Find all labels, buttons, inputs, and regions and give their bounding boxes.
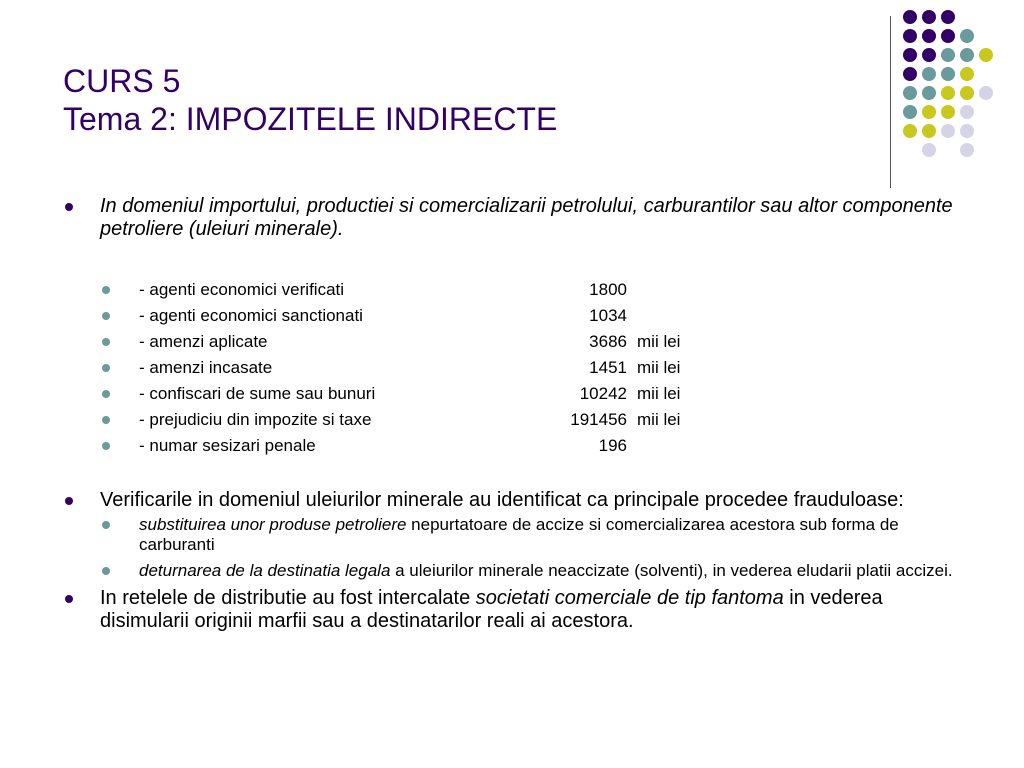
stat-label: - amenzi incasate (139, 358, 273, 377)
stat-label: - amenzi aplicate (139, 332, 268, 351)
decorative-dot (941, 48, 955, 62)
decorative-dot (922, 10, 936, 24)
decorative-dot (960, 105, 974, 119)
oils-sub-text: a uleiurilor minerale neaccizate (solventi), in vederea eludarii platii accizei. (390, 561, 953, 580)
decorative-dot (941, 67, 955, 81)
decorative-dot (941, 86, 955, 100)
decorative-dot (960, 29, 974, 43)
decorative-dot (960, 48, 974, 62)
stat-value: 196 (598, 436, 627, 455)
stat-label: - confiscari de sume sau bunuri (139, 384, 376, 403)
network-text-pre: In retelele de distributie au fost intercalate (100, 587, 476, 609)
oils-sub-item (62, 561, 972, 581)
title-line-2: Tema 2: IMPOZITELE INDIRECTE (63, 101, 558, 137)
network-emphasis: societati comerciale de tip fantoma (475, 587, 784, 609)
stat-item (62, 277, 972, 303)
import-intro-text: In domeniul importului, productiei si comercializarii petrolului, carburantilor sau altor componente petroliere (uleiuri minerale). (100, 195, 953, 240)
stat-item (62, 329, 972, 355)
decorative-dot (922, 29, 936, 43)
decorative-dot (903, 10, 917, 24)
stat-value: 1800 (589, 280, 627, 299)
decorative-dot (903, 48, 917, 62)
decorative-dot (941, 10, 955, 24)
decorative-dot (979, 86, 993, 100)
oils-sub-emphasis: substituirea unor produse petroliere (139, 515, 407, 534)
stat-unit: mii lei (637, 410, 681, 429)
decorative-dot (960, 143, 974, 157)
oils-sub-item (62, 515, 972, 555)
stat-label: - agenti economici sanctionati (139, 306, 363, 325)
network-text-post: in vederea disimularii originii marfii sau a destinatarilor reali ai acestora. (100, 587, 883, 632)
stat-item (62, 381, 972, 407)
stat-item (62, 433, 972, 459)
bullet-oils (62, 489, 972, 512)
stat-value: 3686 (589, 332, 627, 351)
stat-unit: mii lei (637, 358, 681, 377)
decorative-dot (922, 48, 936, 62)
stat-value: 191456 (570, 410, 627, 429)
decorative-dot (941, 105, 955, 119)
decorative-dot (922, 86, 936, 100)
stats-list (62, 277, 972, 459)
decorative-dot (903, 86, 917, 100)
oils-sub-emphasis: deturnarea de la destinatia legala (139, 561, 391, 580)
decorative-dot (922, 143, 936, 157)
stat-unit: mii lei (637, 384, 681, 403)
divider-line (890, 16, 891, 188)
decorative-dot (941, 29, 955, 43)
stat-item (62, 407, 972, 433)
decorative-dot (960, 86, 974, 100)
stat-label: - prejudiciu din impozite si taxe (139, 410, 372, 429)
stat-unit: mii lei (637, 332, 681, 351)
decorative-dot (903, 105, 917, 119)
decorative-dot (903, 67, 917, 81)
stat-value: 10242 (579, 384, 627, 403)
slide-title (63, 62, 557, 138)
decorative-dot (960, 67, 974, 81)
oils-sub-text: nepurtatoare de accize si comercializarea acestora sub forma de carburanti (139, 515, 899, 554)
decorative-dot (922, 124, 936, 138)
decorative-dot (960, 124, 974, 138)
slide-content (62, 195, 972, 633)
title-line-1: CURS 5 (63, 63, 181, 99)
stat-item (62, 355, 972, 381)
bullet-import (62, 195, 972, 241)
decorative-dot (941, 124, 955, 138)
decorative-dot (922, 67, 936, 81)
stat-value: 1451 (589, 358, 627, 377)
bullet-network (62, 587, 972, 633)
stat-value: 1034 (589, 306, 627, 325)
decorative-dot (979, 48, 993, 62)
oils-intro-text: Verificarile in domeniul uleiurilor minerale au identificat ca principale procedee frauduloase: (100, 489, 904, 511)
decorative-dot (903, 29, 917, 43)
stat-item (62, 303, 972, 329)
stat-label: - agenti economici verificati (139, 280, 345, 299)
stat-label: - numar sesizari penale (139, 436, 316, 455)
decorative-dot (922, 105, 936, 119)
decorative-dot (903, 124, 917, 138)
